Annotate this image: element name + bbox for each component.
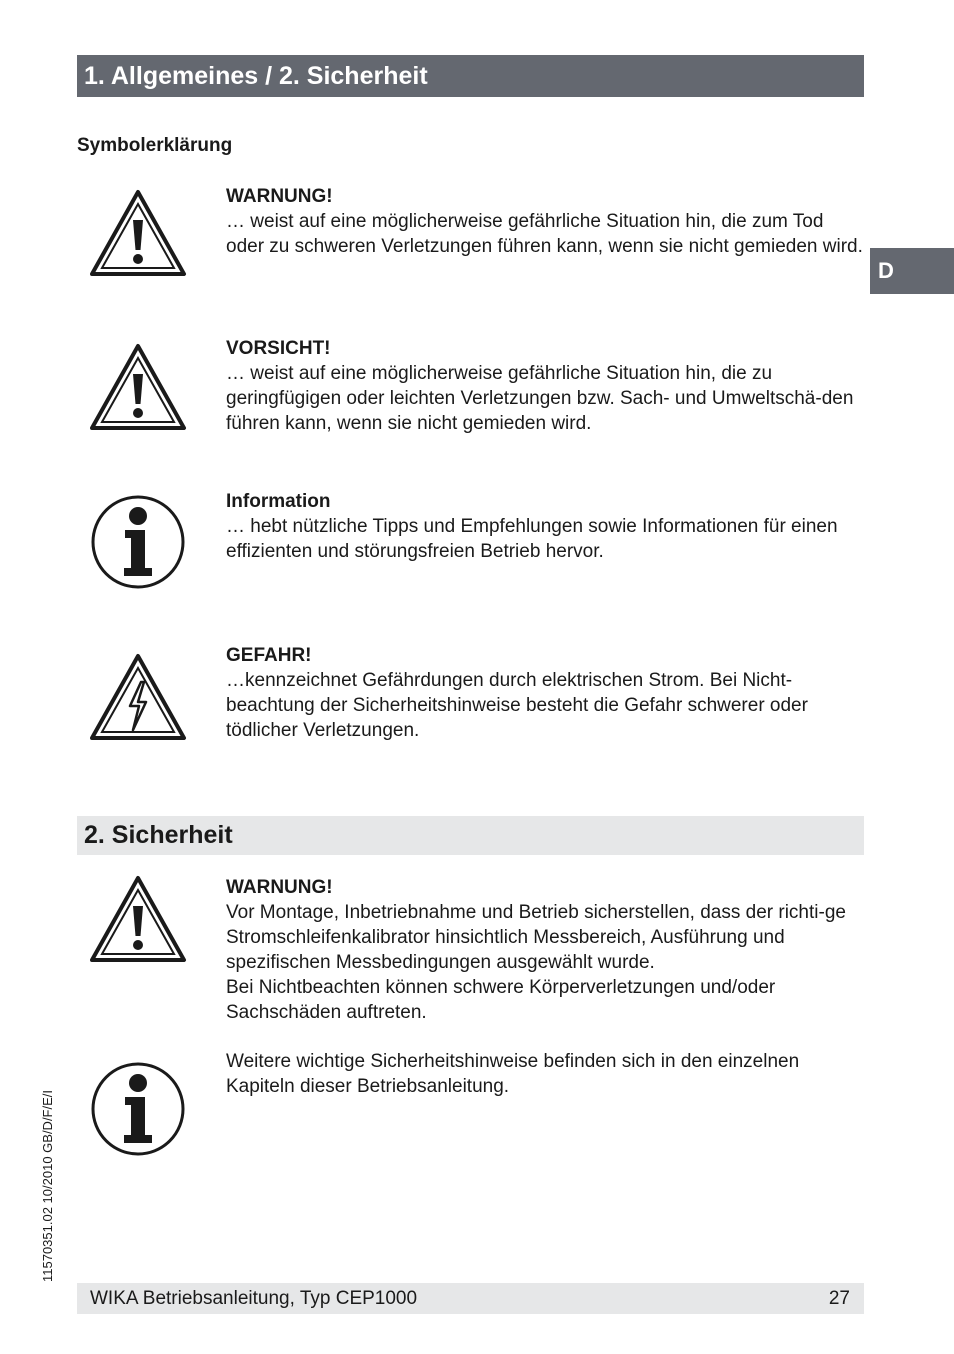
section-heading-sicherheit: 2. Sicherheit bbox=[77, 816, 864, 855]
warning-triangle-icon bbox=[88, 872, 188, 972]
language-tab: D bbox=[870, 248, 954, 294]
warning-block bbox=[226, 184, 866, 259]
warning-triangle-icon bbox=[88, 186, 188, 286]
document-code: 11570351.02 10/2010 GB/D/F/E/I bbox=[40, 1089, 55, 1282]
warning-triangle-icon bbox=[88, 340, 188, 440]
warning-label: WARNUNG! bbox=[226, 186, 333, 207]
information-icon bbox=[88, 1059, 188, 1159]
information-label: Information bbox=[226, 491, 331, 512]
safety-warning-label: WARNUNG! bbox=[226, 877, 333, 898]
page-number: 27 bbox=[828, 1288, 850, 1309]
symbol-explanation-heading: Symbolerklärung bbox=[77, 135, 233, 156]
safety-info-block bbox=[226, 1049, 866, 1099]
caution-text: … weist auf eine möglicherweise gefährliche Situation hin, die zu geringfügigen oder leichten Verletzungen bzw. Sach- und Umweltschä-den führen kann, wenn sie nicht gemieden wird. bbox=[226, 363, 854, 434]
electrical-hazard-icon bbox=[88, 650, 188, 750]
safety-warning-block bbox=[226, 875, 866, 1025]
footer-bar bbox=[77, 1283, 864, 1314]
information-icon bbox=[88, 492, 188, 592]
warning-text: … weist auf eine möglicherweise gefährliche Situation hin, die zum Tod oder zu schweren Verletzungen führen kann, wenn sie nicht gemieden wird. bbox=[226, 211, 863, 257]
information-text: … hebt nützliche Tipps und Empfehlungen sowie Informationen für einen effizienten und störungsfreien Betrieb hervor. bbox=[226, 516, 838, 562]
danger-label: GEFAHR! bbox=[226, 645, 312, 666]
danger-text: …kennzeichnet Gefährdungen durch elektrischen Strom. Bei Nicht-beachtung der Sicherheitshinweise besteht die Gefahr schwerer oder tödlicher Verletzungen. bbox=[226, 670, 808, 741]
safety-info-text: Weitere wichtige Sicherheitshinweise befinden sich in den einzelnen Kapiteln dieser Betriebsanleitung. bbox=[226, 1051, 800, 1097]
danger-block bbox=[226, 643, 866, 743]
safety-warning-text: Vor Montage, Inbetriebnahme und Betrieb sicherstellen, dass der richti-ge Stromschleifenkalibrator hinsichtlich Messbereich, Ausführung und spezifischen Messbedingungen ausgewählt wurde. bbox=[226, 902, 846, 973]
footer-title: WIKA Betriebsanleitung, Typ CEP1000 bbox=[90, 1288, 418, 1309]
page-title: 1. Allgemeines / 2. Sicherheit bbox=[77, 55, 864, 97]
safety-warning-consequence: Bei Nichtbeachten können schwere Körperverletzungen und/oder Sachschäden auftreten. bbox=[226, 977, 776, 1023]
information-block bbox=[226, 489, 866, 564]
caution-label: VORSICHT! bbox=[226, 338, 331, 359]
caution-block bbox=[226, 336, 866, 436]
